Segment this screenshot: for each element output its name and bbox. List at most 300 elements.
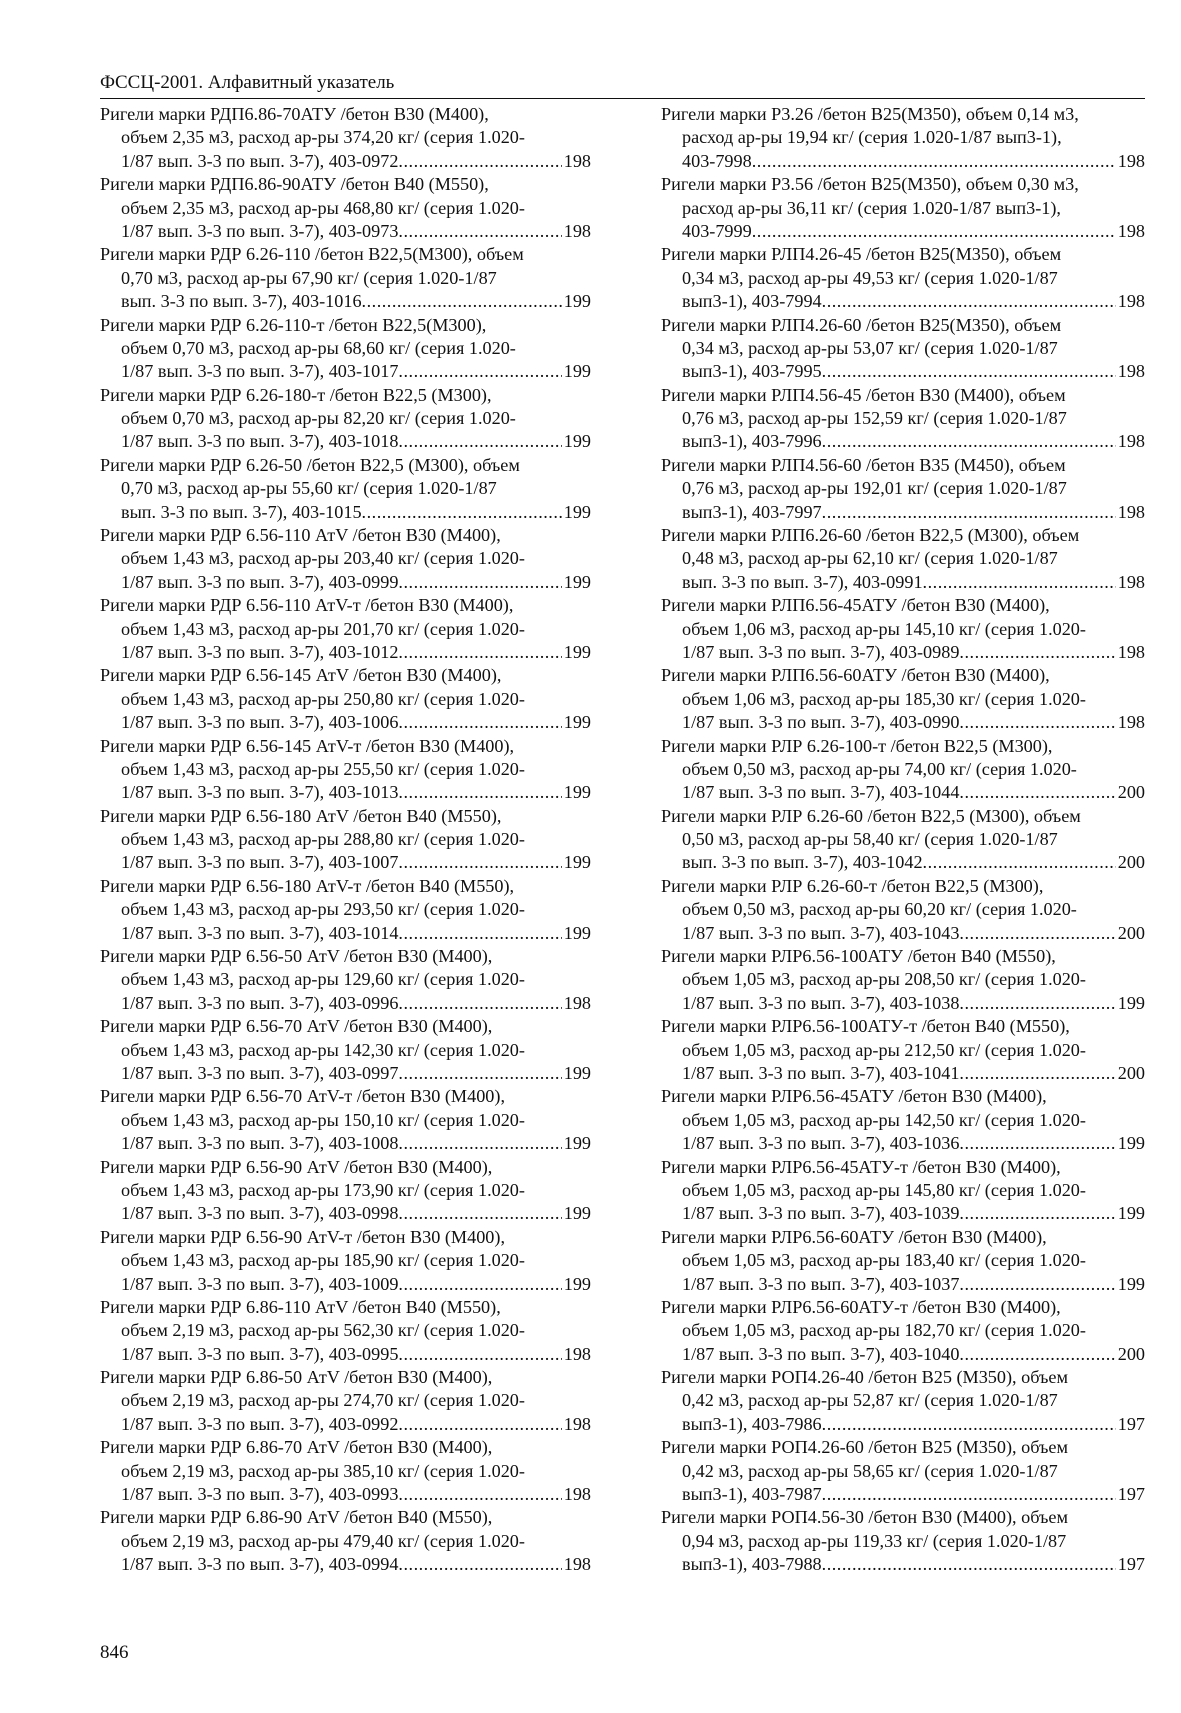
index-entry [100,945,591,1015]
index-entry [661,103,1145,173]
index-entry [100,1296,591,1366]
index-entry [100,384,591,454]
entry-text: объем 1,05 м3, расход ар-ры 212,50 кг/ (серия 1.020- [682,1039,1086,1060]
entry-text: 1/87 вып. 3-3 по вып. 3-7), 403-1018 [121,431,399,452]
entry-line [661,547,1145,570]
dot-leader [822,501,1116,524]
entry-text: 1/87 вып. 3-3 по вып. 3-7), 403-1040 [682,1343,960,1364]
entry-line [661,711,1145,734]
entry-line [100,173,591,196]
entry-line [661,243,1145,266]
entry-line [661,1436,1145,1459]
entry-line [661,407,1145,430]
entry-line [100,1273,591,1296]
entry-page-ref: 199 [563,1203,591,1224]
entry-line [661,1085,1145,1108]
entry-text: 1/87 вып. 3-3 по вып. 3-7), 403-0999 [121,571,399,592]
entry-page-ref: 199 [563,1133,591,1154]
entry-line [661,220,1145,243]
entry-text: Ригели марки РДР 6.86-50 АтV /бетон В30 (М400), [100,1367,493,1388]
entry-line [661,641,1145,664]
entry-line [100,477,591,500]
entry-text: объем 0,50 м3, расход ар-ры 60,20 кг/ (серия 1.020- [682,899,1077,920]
entry-text: вып. 3-3 по вып. 3-7), 403-0991 [682,571,923,592]
entry-line [100,945,591,968]
entry-text: вып3-1), 403-7986 [682,1413,822,1434]
entry-line [100,641,591,664]
entry-line [100,501,591,524]
entry-line [100,197,591,220]
entry-page-ref: 199 [563,1273,591,1294]
entry-text: Ригели марки РЛР 6.26-60-т /бетон В22,5 (М300), [661,875,1044,896]
entry-page-ref: 199 [563,1063,591,1083]
entry-text: объем 1,43 м3, расход ар-ры 293,50 кг/ (серия 1.020- [121,899,525,920]
entry-line [661,922,1145,945]
entry-text: объем 2,35 м3, расход ар-ры 374,20 кг/ (серия 1.020- [121,127,525,148]
entry-page-ref: 200 [1117,852,1145,873]
entry-text: вып3-1), 403-7996 [682,431,822,452]
index-entry [100,1156,591,1226]
entry-page-ref: 200 [1117,922,1145,943]
dot-leader [959,1132,1115,1155]
entry-text: расход ар-ры 36,11 кг/ (серия 1.020-1/87 вып3-1), [682,197,1061,218]
entry-text: Ригели марки РДР 6.56-90 АтV /бетон В30 (М400), [100,1156,493,1177]
entry-text: 1/87 вып. 3-3 по вып. 3-7), 403-1043 [682,922,960,943]
entry-text: объем 1,43 м3, расход ар-ры 250,80 кг/ (серия 1.020- [121,688,525,709]
entry-text: объем 1,05 м3, расход ар-ры 208,50 кг/ (серия 1.020- [682,969,1086,990]
entry-text: 1/87 вып. 3-3 по вып. 3-7), 403-0990 [682,712,960,733]
entry-text: 403-7999 [682,220,752,241]
entry-text: 403-7998 [682,150,752,171]
entry-text: 1/87 вып. 3-3 по вып. 3-7), 403-1037 [682,1273,960,1294]
dot-leader [398,1132,561,1155]
dot-leader [362,290,562,313]
entry-line [100,1460,591,1483]
entry-text: Ригели марки РОП4.56-30 /бетон В30 (М400), объем [661,1507,1069,1528]
entry-line [661,875,1145,898]
entry-text: 1/87 вып. 3-3 по вып. 3-7), 403-1014 [121,922,399,943]
entry-text: 1/87 вып. 3-3 по вып. 3-7), 403-1041 [682,1063,960,1083]
entry-text: Ригели марки РЛР6.56-45АТУ /бетон В30 (М400), [661,1086,1047,1107]
entry-page-ref: 199 [563,852,591,873]
entry-text: 1/87 вып. 3-3 по вып. 3-7), 403-1007 [121,852,399,873]
index-column-left [100,103,591,1577]
dot-leader [959,992,1115,1015]
index-entry [661,664,1145,734]
dot-leader [959,1202,1115,1225]
dot-leader [362,501,562,524]
dot-leader [398,150,561,173]
dot-leader [822,1483,1116,1506]
entry-text: Ригели марки РДР 6.56-180 АтV /бетон В40 (М550), [100,805,502,826]
index-entry [100,805,591,875]
dot-leader [398,1202,561,1225]
index-entry [100,735,591,805]
entry-line [100,664,591,687]
entry-text: вып. 3-3 по вып. 3-7), 403-1015 [121,501,362,522]
dot-leader [959,641,1115,664]
entry-page-ref: 198 [1117,291,1145,312]
entry-line [100,1530,591,1553]
dot-leader [959,711,1115,734]
entry-text: 0,70 м3, расход ар-ры 67,90 кг/ (серия 1.020-1/87 [121,267,497,288]
index-entry [661,384,1145,454]
dot-leader [398,1553,561,1576]
entry-line [100,126,591,149]
entry-line [100,314,591,337]
dot-leader [398,992,561,1015]
entry-line [100,852,591,875]
entry-page-ref: 198 [563,992,591,1013]
entry-line [661,945,1145,968]
index-entry [100,594,591,664]
entry-text: Ригели марки РЛП6.56-45АТУ /бетон В30 (М400), [661,595,1050,616]
entry-line [661,968,1145,991]
entry-line [661,1296,1145,1319]
entry-line [661,1483,1145,1506]
entry-text: 1/87 вып. 3-3 по вып. 3-7), 403-1017 [121,361,399,382]
entry-line [661,1132,1145,1155]
entry-line [100,1506,591,1529]
entry-line [661,126,1145,149]
entry-text: 1/87 вып. 3-3 по вып. 3-7), 403-0994 [121,1554,399,1575]
entry-text: вып. 3-3 по вып. 3-7), 403-1016 [121,291,362,312]
entry-text: объем 1,43 м3, расход ар-ры 201,70 кг/ (серия 1.020- [121,618,525,639]
entry-text: объем 2,19 м3, расход ар-ры 274,70 кг/ (серия 1.020- [121,1390,525,1411]
entry-line [661,688,1145,711]
page-header [100,72,1145,99]
entry-text: Ригели марки РДР 6.26-50 /бетон В22,5 (М300), объем [100,454,520,475]
entry-line [661,781,1145,804]
entry-line [661,1366,1145,1389]
entry-text: 1/87 вып. 3-3 по вып. 3-7), 403-0995 [121,1343,399,1364]
entry-line [100,407,591,430]
entry-page-ref: 199 [563,712,591,733]
dot-leader [398,1343,561,1366]
entry-page-ref: 198 [1117,571,1145,592]
index-entry [661,945,1145,1015]
entry-page-ref: 199 [563,922,591,943]
index-entry [100,664,591,734]
entry-text: Ригели марки Р3.26 /бетон В25(М350), объем 0,14 м3, [661,103,1079,124]
dot-leader [959,781,1115,804]
entry-text: объем 1,43 м3, расход ар-ры 142,30 кг/ (серия 1.020- [121,1039,525,1060]
entry-line [661,735,1145,758]
entry-line [100,828,591,851]
entry-text: Ригели марки РЛП4.26-60 /бетон В25(М350), объем [661,314,1062,335]
entry-line [100,430,591,453]
entry-line [100,1109,591,1132]
dot-leader [398,1062,561,1085]
index-entry [661,1296,1145,1366]
dot-leader [398,1273,561,1296]
entry-page-ref: 198 [563,150,591,171]
entry-line [100,1366,591,1389]
entry-page-ref: 198 [1117,712,1145,733]
entry-text: Ригели марки РДР 6.56-70 АтV-т /бетон В30 (М400), [100,1086,505,1107]
entry-page-ref: 199 [563,641,591,662]
entry-line [100,220,591,243]
entry-page-ref: 198 [563,1484,591,1505]
dot-leader [959,1062,1115,1085]
entry-line [100,1319,591,1342]
entry-page-ref: 197 [1117,1484,1145,1505]
entry-text: Ригели марки РДР 6.56-110 АтV-т /бетон В30 (М400), [100,595,514,616]
entry-text: Ригели марки РДР 6.56-180 АтV-т /бетон В40 (М550), [100,875,515,896]
entry-page-ref: 199 [1117,992,1145,1013]
entry-text: вып. 3-3 по вып. 3-7), 403-1042 [682,852,923,873]
index-entry [661,454,1145,524]
entry-text: Ригели марки РДП6.86-70АТУ /бетон В30 (М400), [100,103,489,124]
entry-text: Ригели марки РДР 6.26-110-т /бетон В22,5(М300), [100,314,487,335]
index-entry [661,735,1145,805]
dot-leader [923,852,1116,875]
entry-text: 1/87 вып. 3-3 по вып. 3-7), 403-1013 [121,782,399,803]
entry-line [661,1319,1145,1342]
entry-line [661,571,1145,594]
dot-leader [398,922,561,945]
entry-line [100,1179,591,1202]
entry-text: вып3-1), 403-7994 [682,291,822,312]
entry-line [100,711,591,734]
entry-line [661,1015,1145,1038]
entry-text: Ригели марки РЛП4.56-45 /бетон В30 (М400), объем [661,384,1066,405]
entry-text: Ригели марки РДР 6.56-145 АтV-т /бетон В30 (М400), [100,735,515,756]
entry-line [661,524,1145,547]
entry-line [100,150,591,173]
entry-page-ref: 199 [1117,1203,1145,1224]
entry-text: 0,34 м3, расход ар-ры 49,53 кг/ (серия 1.020-1/87 [682,267,1058,288]
entry-line [661,501,1145,524]
entry-line [661,267,1145,290]
dot-leader [398,220,561,243]
dot-leader [398,430,561,453]
entry-line [661,1389,1145,1412]
entry-page-ref: 198 [563,1413,591,1434]
entry-text: объем 1,05 м3, расход ар-ры 142,50 кг/ (серия 1.020- [682,1109,1086,1130]
entry-page-ref: 199 [563,501,591,522]
entry-line [661,314,1145,337]
entry-text: объем 1,43 м3, расход ар-ры 173,90 кг/ (серия 1.020- [121,1179,525,1200]
entry-line [661,290,1145,313]
entry-line [661,360,1145,383]
entry-text: 1/87 вып. 3-3 по вып. 3-7), 403-1009 [121,1273,399,1294]
index-entry [100,173,591,243]
entry-line [661,1062,1145,1085]
entry-line [100,1483,591,1506]
entry-line [661,1530,1145,1553]
entry-line [100,243,591,266]
entry-text: Ригели марки РЛР6.56-45АТУ-т /бетон В30 (М400), [661,1156,1061,1177]
entry-line [661,1460,1145,1483]
entry-line [100,618,591,641]
entry-line [100,290,591,313]
entry-page-ref: 198 [1117,641,1145,662]
entry-text: объем 0,50 м3, расход ар-ры 74,00 кг/ (серия 1.020- [682,758,1077,779]
entry-text: Ригели марки РДР 6.56-145 АтV /бетон В30 (М400), [100,665,502,686]
entry-line [100,1156,591,1179]
index-entry [100,1506,591,1576]
dot-leader [822,1553,1116,1576]
entry-page-ref: 199 [1117,1273,1145,1294]
entry-line [100,1343,591,1366]
entry-line [661,852,1145,875]
entry-line [661,337,1145,360]
entry-line [100,1296,591,1319]
entry-text: 0,94 м3, расход ар-ры 119,33 кг/ (серия 1.020-1/87 [682,1530,1067,1551]
entry-text: 0,48 м3, расход ар-ры 62,10 кг/ (серия 1.020-1/87 [682,548,1058,569]
entry-line [661,1413,1145,1436]
entry-text: 1/87 вып. 3-3 по вып. 3-7), 403-0992 [121,1413,399,1434]
dot-leader [398,1483,561,1506]
entry-text: Ригели марки Р3.56 /бетон В25(М350), объем 0,30 м3, [661,174,1079,195]
entry-line [100,360,591,383]
entry-text: 0,76 м3, расход ар-ры 152,59 кг/ (серия 1.020-1/87 [682,408,1067,429]
entry-text: объем 0,70 м3, расход ар-ры 82,20 кг/ (серия 1.020- [121,408,516,429]
entry-line [661,1343,1145,1366]
dot-leader [398,852,561,875]
entry-text: Ригели марки РДР 6.56-90 АтV-т /бетон В30 (М400), [100,1226,505,1247]
entry-text: 0,42 м3, расход ар-ры 52,87 кг/ (серия 1.020-1/87 [682,1390,1058,1411]
entry-text: объем 1,43 м3, расход ар-ры 129,60 кг/ (серия 1.020- [121,969,525,990]
dot-leader [398,1413,561,1436]
entry-line [661,828,1145,851]
entry-text: 1/87 вып. 3-3 по вып. 3-7), 403-0972 [121,150,399,171]
index-entry [100,314,591,384]
entry-line [100,1389,591,1412]
entry-line [661,103,1145,126]
entry-line [100,1553,591,1576]
entry-text: Ригели марки РДР 6.86-90 АтV /бетон В40 (М550), [100,1507,493,1528]
entry-line [661,1273,1145,1296]
index-entry [661,1366,1145,1436]
entry-page-ref: 198 [1117,361,1145,382]
entry-text: Ригели марки РЛР 6.26-100-т /бетон В22,5 (М300), [661,735,1053,756]
entry-line [100,1249,591,1272]
dot-leader [923,571,1116,594]
entry-line [100,1039,591,1062]
dot-leader [822,1413,1116,1436]
index-entry [661,1506,1145,1576]
dot-leader [822,360,1116,383]
index-entry [100,1366,591,1436]
entry-text: объем 2,19 м3, расход ар-ры 479,40 кг/ (серия 1.020- [121,1530,525,1551]
entry-line [661,992,1145,1015]
entry-page-ref: 199 [563,291,591,312]
dot-leader [398,781,561,804]
index-entry [661,805,1145,875]
entry-text: Ригели марки РЛП4.26-45 /бетон В25(М350), объем [661,244,1062,265]
entry-page-ref: 199 [563,431,591,452]
entry-line [100,1062,591,1085]
entry-text: 1/87 вып. 3-3 по вып. 3-7), 403-0973 [121,220,399,241]
dot-leader [822,430,1116,453]
entry-text: объем 1,05 м3, расход ар-ры 145,80 кг/ (серия 1.020- [682,1179,1086,1200]
entry-text: Ригели марки РДР 6.56-110 АтV /бетон В30 (М400), [100,525,501,546]
entry-line [100,1202,591,1225]
entry-line [100,594,591,617]
entry-text: вып3-1), 403-7995 [682,361,822,382]
entry-line [100,547,591,570]
entry-text: 0,50 м3, расход ар-ры 58,40 кг/ (серия 1.020-1/87 [682,829,1058,850]
entry-text: расход ар-ры 19,94 кг/ (серия 1.020-1/87 вып3-1), [682,127,1062,148]
entry-text: Ригели марки РЛП6.26-60 /бетон В22,5 (М300), объем [661,525,1080,546]
entry-text: Ригели марки РОП4.26-60 /бетон В25 (М350), объем [661,1437,1069,1458]
entry-text: 0,34 м3, расход ар-ры 53,07 кг/ (серия 1.020-1/87 [682,337,1058,358]
entry-line [100,968,591,991]
entry-text: Ригели марки РЛП4.56-60 /бетон В35 (М450), объем [661,454,1066,475]
entry-text: 1/87 вып. 3-3 по вып. 3-7), 403-0993 [121,1484,399,1505]
entry-line [100,524,591,547]
entry-text: 0,42 м3, расход ар-ры 58,65 кг/ (серия 1.020-1/87 [682,1460,1058,1481]
entry-text: Ригели марки РДП6.86-90АТУ /бетон В40 (М550), [100,174,489,195]
entry-text: объем 1,05 м3, расход ар-ры 182,70 кг/ (серия 1.020- [682,1320,1086,1341]
entry-line [100,1015,591,1038]
entry-line [100,337,591,360]
entry-line [100,898,591,921]
index-entry [100,1085,591,1155]
index-entry [661,1156,1145,1226]
dot-leader [959,1343,1115,1366]
entry-text: Ригели марки РЛР6.56-60АТУ-т /бетон В30 (М400), [661,1296,1061,1317]
entry-page-ref: 197 [1117,1413,1145,1434]
entry-line [661,1039,1145,1062]
entry-line [100,1413,591,1436]
entry-line [661,173,1145,196]
entry-text: 1/87 вып. 3-3 по вып. 3-7), 403-1038 [682,992,960,1013]
entry-line [661,1506,1145,1529]
index-entry [100,875,591,945]
dot-leader [959,922,1115,945]
header-title: ФССЦ-2001. Алфавитный указатель [100,72,395,93]
entry-text: вып3-1), 403-7997 [682,501,822,522]
entry-line [100,922,591,945]
entry-line [100,1132,591,1155]
entry-line [661,150,1145,173]
index-entry [100,454,591,524]
entry-page-ref: 198 [563,220,591,241]
index-entry [661,875,1145,945]
entry-text: объем 0,70 м3, расход ар-ры 68,60 кг/ (серия 1.020- [121,337,516,358]
index-entry [661,594,1145,664]
entry-page-ref: 198 [1117,150,1145,171]
entry-line [661,430,1145,453]
index-entry [661,1436,1145,1506]
entry-page-ref: 198 [563,1554,591,1575]
entry-line [100,267,591,290]
entry-line [661,664,1145,687]
entry-text: объем 1,43 м3, расход ар-ры 203,40 кг/ (серия 1.020- [121,548,525,569]
entry-text: объем 1,43 м3, расход ар-ры 288,80 кг/ (серия 1.020- [121,829,525,850]
entry-line [661,805,1145,828]
entry-page-ref: 199 [563,361,591,382]
entry-text: Ригели марки РДР 6.56-50 АтV /бетон В30 (М400), [100,946,493,967]
entry-line [661,1156,1145,1179]
entry-page-ref: 199 [563,571,591,592]
entry-line [661,477,1145,500]
entry-page-ref: 200 [1117,1343,1145,1364]
entry-text: 0,76 м3, расход ар-ры 192,01 кг/ (серия 1.020-1/87 [682,478,1067,499]
entry-line [100,992,591,1015]
entry-line [100,875,591,898]
entry-text: 1/87 вып. 3-3 по вып. 3-7), 403-1012 [121,641,399,662]
entry-text: Ригели марки РДР 6.26-110 /бетон В22,5(М300), объем [100,244,524,265]
entry-text: 1/87 вып. 3-3 по вып. 3-7), 403-1006 [121,712,399,733]
index-entry [100,524,591,594]
entry-text: 1/87 вып. 3-3 по вып. 3-7), 403-0997 [121,1063,399,1083]
entry-line [661,197,1145,220]
index-entry [100,243,591,313]
